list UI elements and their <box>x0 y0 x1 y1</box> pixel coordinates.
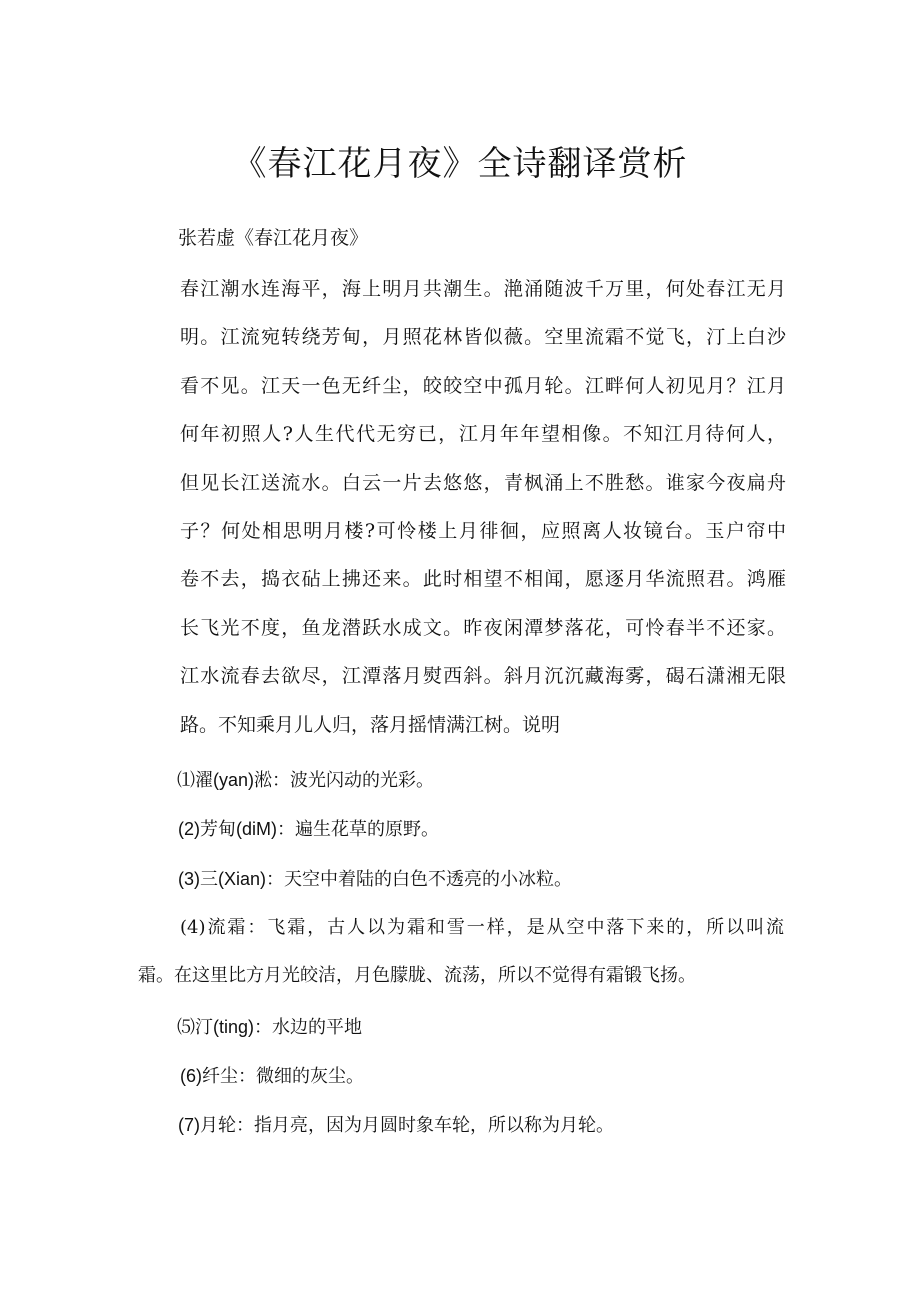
annotation-item <box>178 865 572 894</box>
annotation-pinyin: (Xian) <box>218 869 267 889</box>
annotation-text: ：水边的平地 <box>254 1017 363 1038</box>
annotation-term: 汀 <box>195 1017 213 1038</box>
annotation-number: (4) <box>180 917 206 938</box>
annotation-term: 流霜 <box>205 917 248 938</box>
poem-body <box>180 265 786 749</box>
author-line: 张若虚《春江花月夜》 <box>178 227 369 249</box>
annotation-text: ：飞霜，古人以为霜和雪一样，是从空中落下来的，所以叫流 <box>247 917 785 938</box>
annotation-text: ：微细的灰尘。 <box>238 1066 364 1087</box>
annotation-item <box>178 815 439 844</box>
poem-line: 但见长江送流水。白云一片去悠悠，青枫涌上不胜愁。谁家今夜扁舟 <box>180 471 786 494</box>
annotation-item <box>177 766 434 795</box>
annotation-item <box>180 1062 364 1091</box>
poem-line: 看不见。江天一色无纤尘，皎皎空中孤月轮。江畔何人初见月？江月 <box>180 374 786 397</box>
annotation-text: ：指月亮，因为月圆时象车轮，所以称为月轮。 <box>236 1115 614 1136</box>
annotation-pinyin: (yan) <box>213 770 255 790</box>
annotation-number: (3) <box>178 869 200 889</box>
annotation-item <box>138 904 784 1000</box>
annotation-term: 月轮 <box>200 1115 236 1136</box>
annotation-text: ：遍生花草的原野。 <box>277 819 439 840</box>
page-title: 《春江花月夜》全诗翻译赏析 <box>232 144 688 184</box>
poem-line: 何年初照人?人生代代无穷已，江月年年望相像。不知江月待何人， <box>180 423 786 446</box>
poem-line: 春江潮水连海平，海上明月共潮生。滟涌随波千万里，何处春江无月 <box>180 278 786 300</box>
poem-line: 江水流春去欲尽，江潭落月熨西斜。斜月沉沉藏海雾，碣石潇湘无限 <box>180 665 786 688</box>
poem-line: 路。不知乘月儿人归，落月摇情满江树。说明 <box>180 713 561 736</box>
annotation-number: (6) <box>180 1066 202 1086</box>
annotation-pinyin: (ting) <box>213 1017 255 1037</box>
annotation-number: (2) <box>178 819 200 839</box>
poem-line: 明。江流宛转绕芳甸，月照花林皆似薇。空里流霜不觉飞，汀上白沙 <box>180 326 786 349</box>
annotation-term: 芳甸 <box>200 819 236 840</box>
annotation-number: (7) <box>178 1115 200 1135</box>
annotation-text: ：天空中着陆的白色不透亮的小冰粒。 <box>266 869 573 890</box>
annotation-pinyin: (diM) <box>236 819 277 839</box>
annotation-number: ⑴ <box>177 770 195 790</box>
poem-line: 长飞光不度，鱼龙潜跃水成文。昨夜闲潭梦落花，可怜春半不还家。 <box>180 616 786 639</box>
annotation-term: 濯 <box>195 770 213 791</box>
annotation-number: ⑸ <box>177 1017 195 1037</box>
annotation-continuation: 霜。在这里比方月光皎洁，月色朦胧、流荡，所以不觉得有霜锻飞扬。 <box>138 965 696 986</box>
poem-line: 卷不去，捣衣砧上拂还来。此时相望不相闻，愿逐月华流照君。鸿雁 <box>180 568 786 591</box>
annotation-item <box>177 1013 362 1042</box>
annotation-term: 纤尘 <box>202 1066 238 1087</box>
annotation-item <box>178 1111 614 1140</box>
annotation-term: 三 <box>200 869 218 890</box>
annotation-text: 淞：波光闪动的光彩。 <box>254 770 435 791</box>
poem-line: 子？何处相思明月楼?可怜楼上月徘徊，应照离人妆镜台。玉户帘中 <box>180 520 786 543</box>
